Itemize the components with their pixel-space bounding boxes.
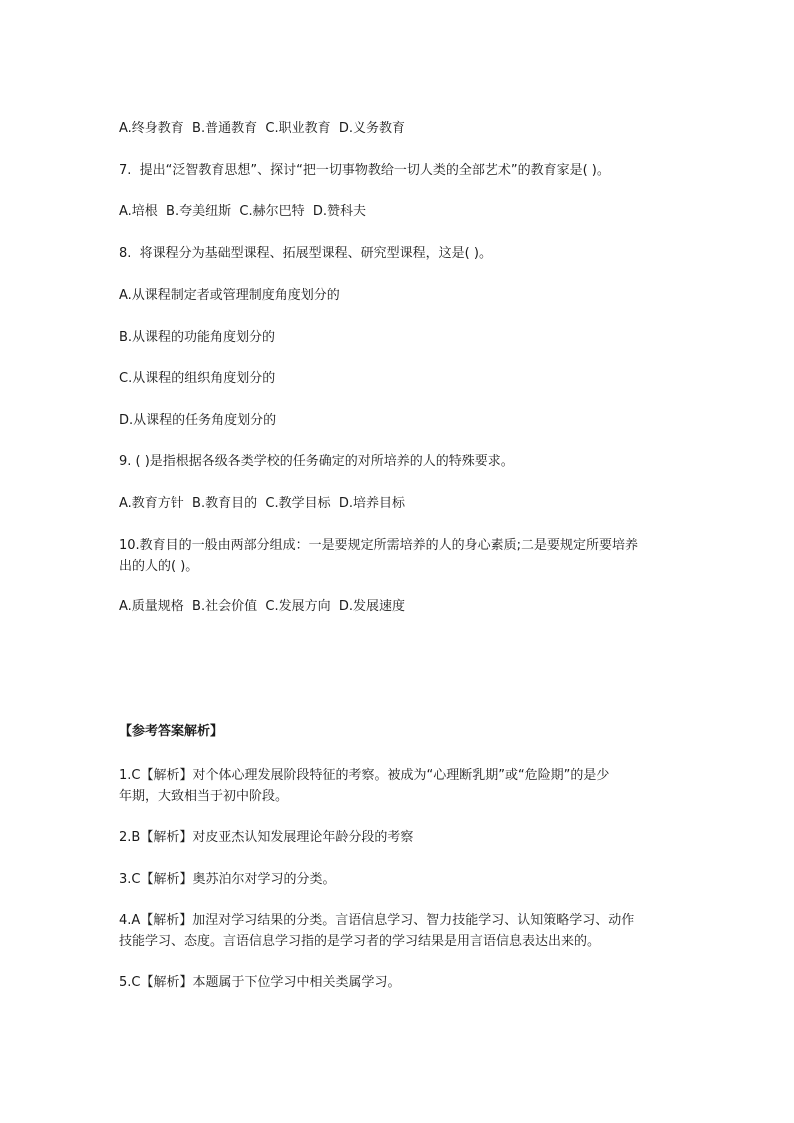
q8-stem: 8. 将课程分为基础型课程、拓展型课程、研究型课程，这是( )。 — [119, 246, 492, 261]
answers-heading: 【参考答案解析】 — [119, 724, 224, 739]
answer-4-line-1: 4.A【解析】加涅对学习结果的分类。言语信息学习、智力技能学习、认知策略学习、动作 — [119, 913, 635, 928]
answer-1-line-1: 1.C【解析】对个体心理发展阶段特征的考察。被成为“心理断乳期”或“危险期”的是少 — [119, 768, 610, 783]
q10-stem-line-2: 出的人的( )。 — [119, 559, 199, 574]
answer-1-line-2: 年期，大致相当于初中阶段。 — [119, 789, 289, 804]
q7-options: A.培根 B.夸美纽斯 C.赫尔巴特 D.赞科夫 — [119, 204, 366, 219]
q6-options: A.终身教育 B.普通教育 C.职业教育 D.义务教育 — [119, 121, 405, 136]
q8-option-c: C.从课程的组织角度划分的 — [119, 371, 276, 386]
q8-option-a: A.从课程制定者或管理制度角度划分的 — [119, 288, 340, 303]
q8-option-b: B.从课程的功能角度划分的 — [119, 330, 276, 345]
answer-3: 3.C【解析】奥苏泊尔对学习的分类。 — [119, 872, 336, 887]
q7-stem: 7. 提出“泛智教育思想”、探讨“把一切事物教给一切人类的全部艺术”的教育家是( )。 — [119, 163, 610, 178]
q9-options: A.教育方针 B.教育目的 C.教学目标 D.培养目标 — [119, 496, 405, 511]
answer-5: 5.C【解析】本题属于下位学习中相关类属学习。 — [119, 975, 401, 990]
q8-option-d: D.从课程的任务角度划分的 — [119, 413, 277, 428]
answer-4-line-2: 技能学习、态度。言语信息学习指的是学习者的学习结果是用言语信息表达出来的。 — [119, 934, 601, 949]
q10-options: A.质量规格 B.社会价值 C.发展方向 D.发展速度 — [119, 599, 405, 614]
q9-stem: 9. ( )是指根据各级各类学校的任务确定的对所培养的人的特殊要求。 — [119, 454, 514, 469]
answer-2: 2.B【解析】对皮亚杰认知发展理论年龄分段的考察 — [119, 830, 414, 845]
q10-stem-line-1: 10.教育目的一般由两部分组成：一是要规定所需培养的人的身心素质;二是要规定所要培养 — [119, 538, 639, 553]
